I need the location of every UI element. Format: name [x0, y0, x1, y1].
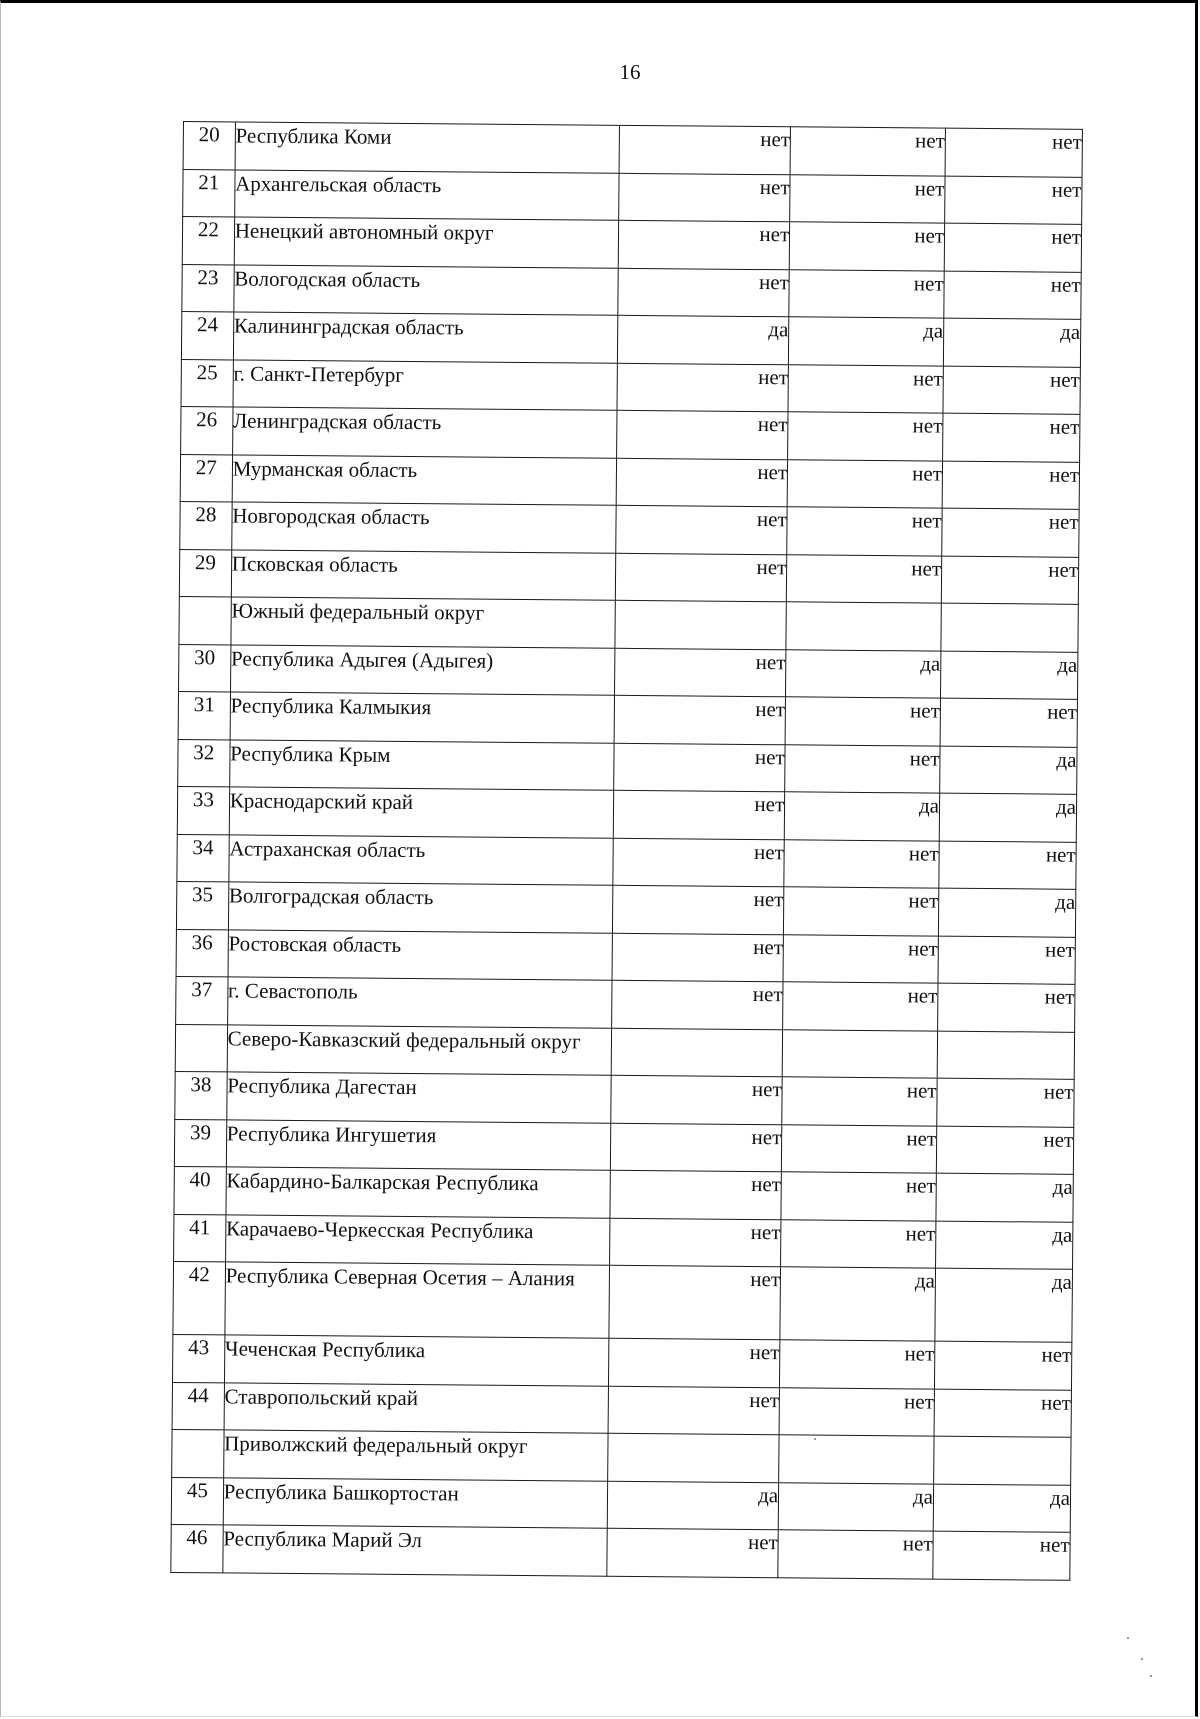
- region-name: Республика Дагестан: [226, 1072, 610, 1123]
- row-number: 31: [178, 691, 230, 739]
- region-name: Республика Адыгея (Адыгея): [230, 644, 614, 695]
- value-3: нет: [944, 271, 1081, 320]
- value-1: нет: [610, 1075, 782, 1124]
- row-number: 37: [176, 976, 228, 1024]
- table-row: [178, 691, 1077, 746]
- region-name: Новгородская область: [231, 502, 615, 553]
- row-number: 28: [180, 501, 232, 549]
- row-number: 46: [171, 1524, 223, 1572]
- value-3: да: [936, 1173, 1073, 1222]
- value-cell-3: [941, 603, 1078, 652]
- table-row: [176, 976, 1075, 1031]
- row-number-cell: [179, 596, 231, 644]
- value-2: нет: [790, 174, 945, 223]
- value-1: нет: [614, 648, 786, 697]
- region-name: Ставропольский край: [224, 1382, 608, 1433]
- value-3: нет: [942, 508, 1079, 557]
- table-row: [180, 454, 1079, 509]
- row-number: 24: [181, 311, 233, 359]
- value-2: да: [778, 1482, 933, 1531]
- value-3: нет: [941, 556, 1078, 605]
- row-number: 26: [181, 406, 233, 454]
- row-number-cell: [172, 1429, 224, 1477]
- row-number: 34: [177, 834, 229, 882]
- table-row: [183, 169, 1082, 224]
- region-name: Краснодарский край: [229, 787, 613, 838]
- region-name: Карачаево-Черкесская Республика: [225, 1214, 609, 1265]
- value-1: нет: [611, 980, 783, 1029]
- value-cell-2: [779, 1435, 934, 1484]
- table-row: [177, 834, 1076, 889]
- row-number: 25: [181, 359, 233, 407]
- row-number: 43: [172, 1334, 224, 1382]
- row-number: 45: [171, 1477, 223, 1525]
- value-cell-1: [607, 1433, 779, 1482]
- page-number: 16: [619, 60, 641, 84]
- table-row: [178, 739, 1077, 794]
- value-2: нет: [787, 459, 942, 508]
- scan-speck: [1141, 1658, 1143, 1660]
- table-row: [174, 1166, 1073, 1221]
- table-row: [176, 881, 1075, 936]
- regions-table: [170, 121, 1083, 1580]
- region-name: Ненецкий автономный округ: [234, 217, 618, 268]
- table-row: [172, 1382, 1071, 1437]
- table-row: [183, 122, 1082, 177]
- value-3: нет: [943, 366, 1080, 415]
- scan-speck: [1127, 1637, 1129, 1639]
- table-row: [175, 1071, 1074, 1126]
- region-name: Республика Марий Эл: [223, 1525, 607, 1576]
- value-3: да: [938, 888, 1075, 937]
- row-number: 32: [178, 739, 230, 787]
- value-3: нет: [945, 176, 1082, 225]
- value-1: нет: [614, 695, 786, 744]
- scan-speck: [1150, 1675, 1152, 1677]
- row-number: 35: [176, 881, 228, 929]
- region-name: Республика Ингушетия: [226, 1119, 610, 1170]
- value-3: нет: [938, 936, 1075, 985]
- value-cell-2: [786, 602, 941, 651]
- value-3: да: [943, 318, 1080, 367]
- value-2: да: [784, 792, 939, 841]
- row-number: 29: [179, 549, 231, 597]
- value-2: нет: [778, 1530, 933, 1579]
- value-1: нет: [613, 790, 785, 839]
- row-number: 36: [176, 929, 228, 977]
- value-cell-3: [937, 1031, 1074, 1080]
- row-number: 38: [175, 1071, 227, 1119]
- value-1: нет: [615, 505, 787, 554]
- table-row: [179, 549, 1078, 604]
- table-row: [180, 501, 1079, 556]
- row-number: 27: [180, 454, 232, 502]
- region-name: Республика Коми: [235, 122, 619, 173]
- region-name: Республика Башкортостан: [223, 1477, 607, 1528]
- value-2: нет: [782, 1077, 937, 1126]
- value-2: да: [786, 649, 941, 698]
- value-1: нет: [606, 1528, 778, 1577]
- value-3: нет: [940, 698, 1077, 747]
- region-name: Ленинградская область: [232, 407, 616, 458]
- region-name: Волгоградская область: [228, 882, 612, 933]
- value-3: нет: [942, 461, 1079, 510]
- value-3: нет: [937, 1078, 1074, 1127]
- value-1: нет: [617, 268, 789, 317]
- value-2: да: [789, 317, 944, 366]
- row-number: 22: [182, 217, 234, 265]
- value-2: нет: [788, 364, 943, 413]
- value-3: нет: [934, 1389, 1071, 1438]
- table-row: [177, 786, 1076, 841]
- table-row: [181, 406, 1080, 461]
- value-1: нет: [616, 410, 788, 459]
- table-row: [182, 264, 1081, 319]
- row-number-cell: [175, 1024, 227, 1072]
- table-row: [182, 217, 1081, 272]
- value-2: нет: [788, 412, 943, 461]
- value-2: нет: [779, 1387, 934, 1436]
- value-1: нет: [612, 885, 784, 934]
- section-title: Северо-Кавказский федеральный округ: [227, 1024, 611, 1075]
- value-1: нет: [615, 553, 787, 602]
- value-2: нет: [786, 554, 941, 603]
- region-name: Республика Северная Осетия – Алания: [225, 1262, 609, 1338]
- row-number: 30: [179, 644, 231, 692]
- section-row: [179, 596, 1078, 651]
- table-row: [176, 929, 1075, 984]
- value-3: да: [933, 1484, 1070, 1533]
- value-cell-3: [934, 1436, 1071, 1485]
- row-number: 20: [183, 122, 235, 170]
- table-row: [171, 1524, 1070, 1579]
- row-number: 42: [173, 1261, 225, 1334]
- value-2: нет: [782, 1124, 937, 1173]
- value-3: нет: [945, 128, 1082, 177]
- value-1: нет: [608, 1338, 780, 1387]
- value-2: нет: [790, 127, 945, 176]
- value-1: нет: [608, 1386, 780, 1435]
- value-2: нет: [781, 1172, 936, 1221]
- value-2: нет: [784, 839, 939, 888]
- value-2: нет: [785, 697, 940, 746]
- table-row: [171, 1477, 1070, 1532]
- value-1: нет: [618, 220, 790, 269]
- row-number: 41: [174, 1214, 226, 1262]
- section-title: Приволжский федеральный округ: [223, 1430, 607, 1481]
- region-name: Мурманская область: [232, 454, 616, 505]
- value-cell-1: [611, 1028, 783, 1077]
- value-2: нет: [789, 222, 944, 271]
- table-row: [174, 1214, 1073, 1269]
- value-1: нет: [612, 933, 784, 982]
- value-1: нет: [612, 838, 784, 887]
- table-row: [173, 1261, 1073, 1342]
- value-1: нет: [608, 1265, 780, 1339]
- region-name: г. Севастополь: [227, 977, 611, 1028]
- row-number: 21: [183, 169, 235, 217]
- value-3: нет: [943, 413, 1080, 462]
- table-row: [174, 1119, 1073, 1174]
- value-2: нет: [789, 269, 944, 318]
- region-name: Чеченская Республика: [224, 1335, 608, 1386]
- table-row: [179, 644, 1078, 699]
- region-name: г. Санкт-Петербург: [233, 359, 617, 410]
- value-2: нет: [787, 507, 942, 556]
- value-3: да: [940, 651, 1077, 700]
- region-name: Ростовская область: [228, 929, 612, 980]
- row-number: 23: [182, 264, 234, 312]
- value-1: нет: [618, 173, 790, 222]
- section-row: [175, 1024, 1074, 1079]
- region-name: Псковская область: [231, 549, 615, 600]
- value-1: да: [617, 315, 789, 364]
- value-2: нет: [784, 887, 939, 936]
- value-2: нет: [780, 1340, 935, 1389]
- value-3: нет: [936, 1126, 1073, 1175]
- region-name: Республика Калмыкия: [230, 692, 614, 743]
- table-row: [181, 359, 1080, 414]
- table-row: [181, 311, 1080, 366]
- row-number: 40: [174, 1166, 226, 1214]
- table-row: [172, 1334, 1071, 1389]
- value-2: нет: [781, 1219, 936, 1268]
- section-row: [172, 1429, 1071, 1484]
- region-name: Вологодская область: [234, 264, 618, 315]
- value-1: нет: [609, 1218, 781, 1267]
- value-3: нет: [933, 1531, 1070, 1580]
- region-name: Калининградская область: [233, 312, 617, 363]
- value-cell-1: [614, 600, 786, 649]
- value-1: нет: [616, 458, 788, 507]
- value-1: нет: [609, 1170, 781, 1219]
- value-3: да: [936, 1221, 1073, 1270]
- value-1: да: [607, 1481, 779, 1530]
- scan-speck: [814, 1438, 816, 1440]
- value-1: нет: [617, 363, 789, 412]
- value-1: нет: [613, 743, 785, 792]
- value-3: да: [940, 746, 1077, 795]
- table-body: [171, 122, 1083, 1580]
- value-3: да: [935, 1268, 1073, 1342]
- value-1: нет: [610, 1123, 782, 1172]
- value-cell-2: [782, 1029, 937, 1078]
- value-2: нет: [783, 982, 938, 1031]
- row-number: 39: [174, 1119, 226, 1167]
- region-name: Архангельская область: [234, 169, 618, 220]
- region-name: Астраханская область: [229, 834, 613, 885]
- value-3: нет: [938, 983, 1075, 1032]
- value-2: да: [780, 1267, 935, 1341]
- value-2: нет: [785, 744, 940, 793]
- value-3: да: [939, 793, 1076, 842]
- section-title: Южный федеральный округ: [231, 597, 615, 648]
- region-name: Республика Крым: [229, 739, 613, 790]
- value-3: нет: [944, 223, 1081, 272]
- value-1: нет: [619, 125, 791, 174]
- row-number: 33: [177, 786, 229, 834]
- region-name: Кабардино-Балкарская Республика: [226, 1167, 610, 1218]
- value-3: нет: [934, 1341, 1071, 1390]
- value-2: нет: [783, 934, 938, 983]
- row-number: 44: [172, 1382, 224, 1430]
- value-3: нет: [939, 841, 1076, 890]
